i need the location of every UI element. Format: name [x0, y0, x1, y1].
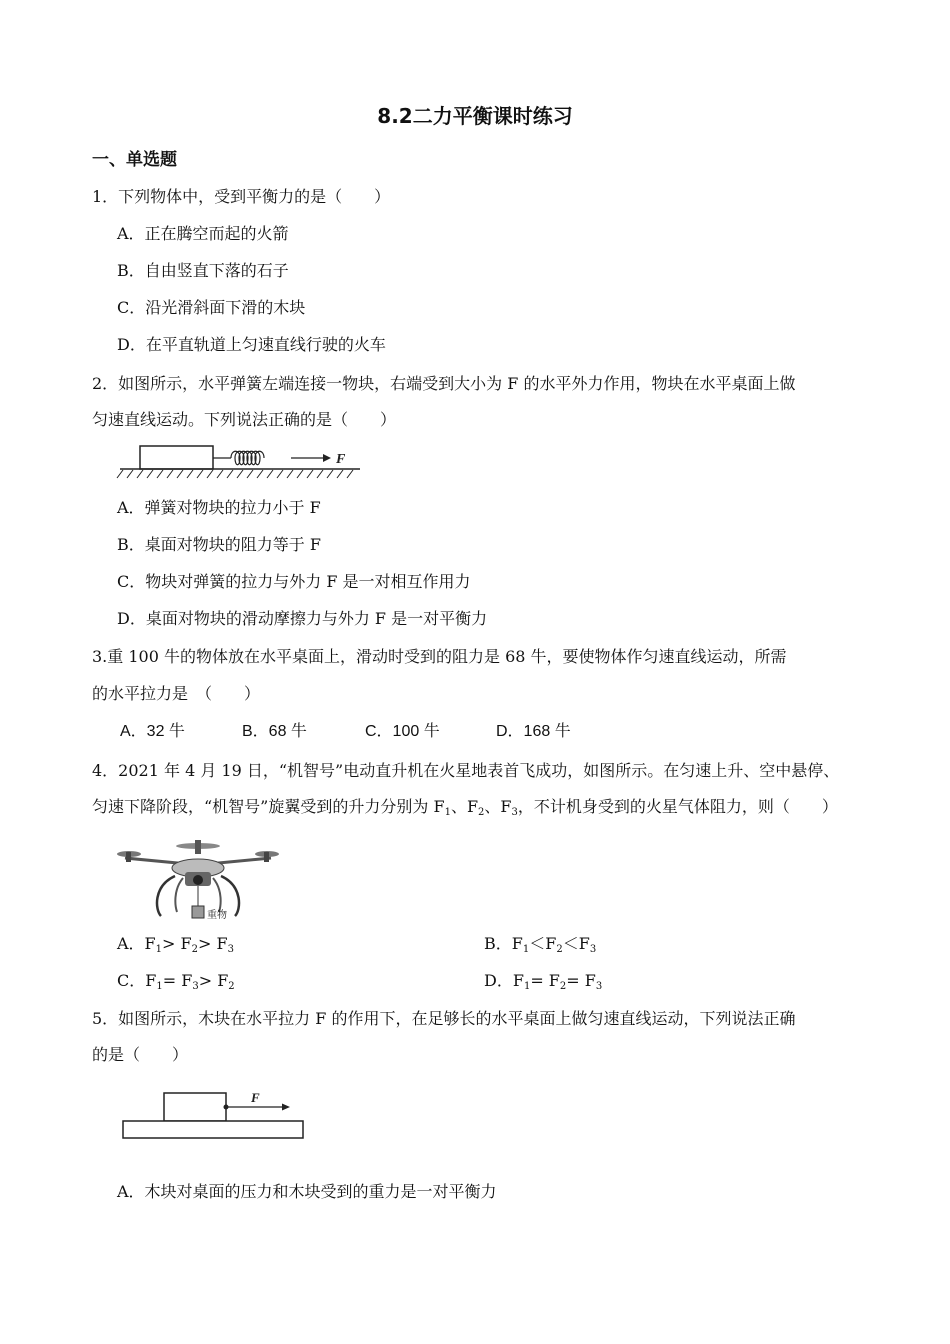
question-3-option-d: D．168 牛 — [496, 723, 571, 740]
question-2-stem-line2: 匀速直线运动。下列说法正确的是（ ） — [92, 410, 397, 429]
question-4-option-c: C．$F_1= F_3> F_2$ — [117, 971, 235, 992]
weight-label: 重物 — [207, 910, 227, 921]
question-2-option-b: B．桌面对物块的阻力等于 F — [117, 535, 321, 554]
question-3-stem-line2: 的水平拉力是 （ ） — [92, 684, 261, 703]
question-2-option-d: D．桌面对物块的滑动摩擦力与外力 F 是一对平衡力 — [117, 609, 488, 628]
section-heading: 一、单选题 — [92, 150, 177, 170]
question-3-option-c: C．100 牛 — [365, 723, 440, 740]
question-1-stem: 1．下列物体中，受到平衡力的是（ ） — [92, 187, 391, 206]
helicopter-figure — [113, 830, 283, 922]
block-on-table-figure — [120, 1088, 310, 1142]
question-5-option-a: A．木块对桌面的压力和木块受到的重力是一对平衡力 — [117, 1182, 497, 1201]
question-1-option-a: A．正在腾空而起的火箭 — [117, 224, 289, 243]
question-1-option-c: C．沿光滑斜面下滑的木块 — [117, 298, 306, 317]
question-1-option-d: D．在平直轨道上匀速直线行驶的火车 — [117, 335, 386, 354]
question-4-option-a: A．$F_1> F_2> F_3$ — [117, 934, 234, 955]
force-label: F — [251, 1090, 260, 1105]
question-3-option-b: B．68 牛 — [242, 723, 307, 740]
question-2-option-c: C．物块对弹簧的拉力与外力 F 是一对相互作用力 — [117, 572, 471, 591]
question-3-option-a: A．32 牛 — [120, 723, 185, 740]
question-5-stem-line1: 5．如图所示，木块在水平拉力 F 的作用下，在足够长的水平桌面上做匀速直线运动，下列说法正确 — [92, 1009, 796, 1028]
question-2-option-a: A．弹簧对物块的拉力小于 F — [117, 498, 321, 517]
question-4-stem-line1: 4．2021 年 4 月 19 日，“机智号”电动直升机在火星地表首飞成功，如图所示。在匀速上升、空中悬停、 — [92, 761, 840, 780]
question-1-option-b: B．自由竖直下落的石子 — [117, 261, 289, 280]
force-label: F — [336, 452, 346, 467]
page-title: 8.2二力平衡课时练习 — [377, 104, 573, 128]
spring-block-figure — [115, 440, 365, 480]
question-4-stem-line2: 匀速下降阶段，“机智号”旋翼受到的升力分别为 $F_1$、$F_2$、$F_3$，不计机身受到的火星气体阻力，则（ ） — [92, 797, 838, 818]
question-4-option-b: B．$F_1<F_2<F_3$ — [484, 934, 597, 955]
question-3-stem-line1: 3.重 100 牛的物体放在水平桌面上，滑动时受到的阻力是 68 牛，要使物体作匀速直线运动，所需 — [92, 647, 787, 666]
question-5-stem-line2: 的是（ ） — [92, 1045, 189, 1064]
question-2-stem-line1: 2．如图所示，水平弹簧左端连接一物块，右端受到大小为 F 的水平外力作用，物块在水平桌面上做 — [92, 374, 796, 393]
question-4-option-d: D．$F_1= F_2= F_3$ — [484, 971, 603, 992]
